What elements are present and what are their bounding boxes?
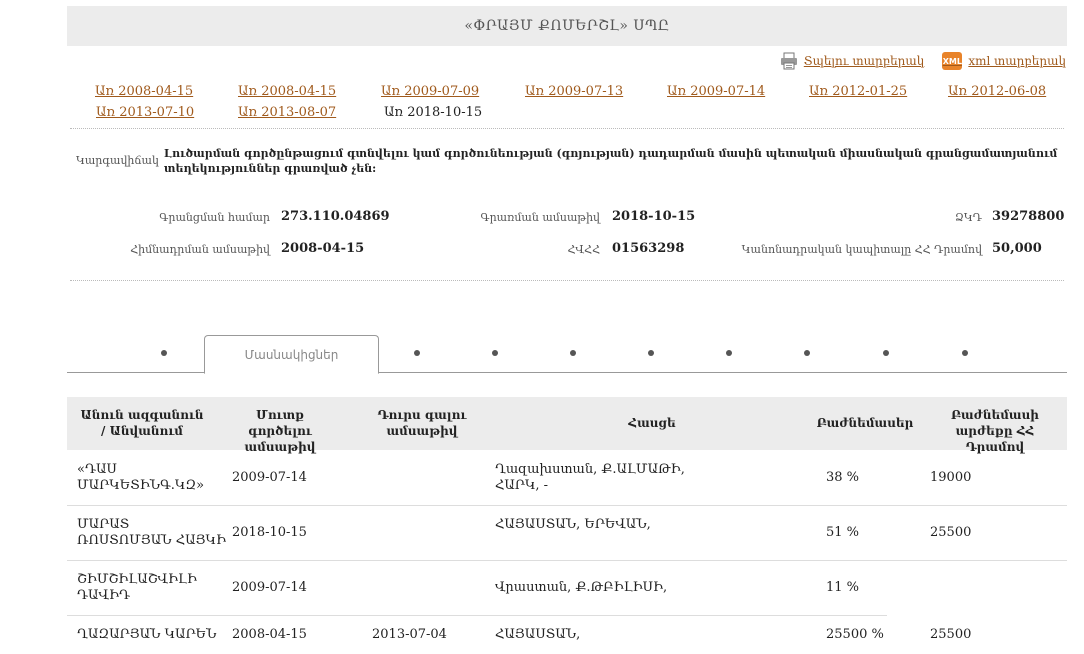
divider	[70, 128, 1064, 129]
cell-address: ՀԱՅԱՍՏԱՆ, ԵՐԵՎԱՆ,	[495, 517, 651, 532]
current-date: Առ 2018-10-15	[384, 105, 483, 120]
reg-number-label: Գրանցման համար	[159, 211, 270, 224]
col-header-exit: Դուրս գալու ամսաթիվ	[377, 408, 467, 438]
table-row	[67, 627, 1067, 654]
status-text: Լուծարման գործընթացում գտնվելու կամ գործունեության (գոյության) դադարման մասին պետական միասնական գրանցամատյանում տեղեկություններ գրառված չեն:	[164, 147, 1058, 175]
cell-entry: 2009-07-14	[232, 470, 307, 485]
cell-entry: 2008-04-15	[232, 627, 307, 642]
reg-date-value: 2018-10-15	[612, 209, 696, 224]
tab-dot[interactable]	[161, 350, 167, 356]
reg-date-label: Գրառման ամսաթիվ	[480, 211, 600, 224]
tab-dot[interactable]	[492, 350, 498, 356]
capital-value: 50,000	[992, 241, 1042, 256]
row-divider	[67, 505, 1067, 506]
cell-name: ՄԱՐԱՏ ՌՈՍՏՈՄՅԱՆ ՀԱՅԿԻ	[77, 517, 227, 548]
date-link[interactable]: Առ 2009-07-09	[381, 84, 480, 99]
cell-address: ՀԱՅԱՍՏԱՆ,	[495, 627, 581, 642]
printer-icon	[780, 52, 798, 70]
zkd-value: 39278800	[992, 209, 1065, 224]
cell-name: ՇԻՄՇԻԼԱՇՎԻԼԻ ԴԱՎԻԴ	[77, 572, 197, 603]
col-header-share: Բաժնեմասեր	[816, 416, 914, 430]
tab-dot[interactable]	[883, 350, 889, 356]
cell-value: 25500	[930, 627, 972, 642]
date-link[interactable]: Առ 2009-07-13	[525, 84, 624, 99]
tab-dot[interactable]	[962, 350, 968, 356]
date-link[interactable]: Առ 2008-04-15	[95, 84, 194, 99]
participants-table-header	[67, 397, 1067, 454]
tin-label: ՀՎՀՀ	[567, 243, 600, 256]
row-divider	[67, 560, 1067, 561]
date-link[interactable]: Առ 2013-07-10	[96, 105, 195, 120]
tab-participants[interactable]: Մասնակիցներ	[204, 335, 379, 374]
tab-dot[interactable]	[648, 350, 654, 356]
date-link[interactable]: Առ 2012-01-25	[809, 84, 908, 99]
tab-dot[interactable]	[804, 350, 810, 356]
cell-value: 19000	[930, 470, 972, 485]
cell-name: «ԴԱՍ ՄԱՐԿԵՏԻՆԳ.ԿԶ»	[77, 462, 205, 493]
cell-address: Ղազախստան, Ք.ԱԼՄԱԹԻ, ՀԱՐԿ, -	[495, 462, 685, 493]
cell-exit: 2013-07-04	[372, 627, 447, 642]
date-link[interactable]: Առ 2008-04-15	[238, 84, 337, 99]
table-row	[67, 517, 1067, 561]
xml-version-link[interactable]	[942, 52, 1066, 70]
col-header-entry: Մուտք գործելու ամսաթիվ	[244, 408, 316, 454]
table-row	[67, 572, 1067, 616]
date-link[interactable]: Առ 2009-07-14	[667, 84, 766, 99]
cell-share: 11 %	[826, 580, 860, 595]
found-date-label: Հիմնադրման ամսաթիվ	[130, 243, 270, 256]
cell-share: 51 %	[826, 525, 860, 540]
cell-entry: 2018-10-15	[232, 525, 307, 540]
tab-dot[interactable]	[414, 350, 420, 356]
xml-version-label: xml տարբերակ	[968, 54, 1066, 68]
divider	[70, 280, 1064, 281]
col-header-address: Հասցե	[628, 416, 676, 430]
col-header-share-value: Բաժնեմասի արժեքը ՀՀ Դրամով	[951, 408, 1039, 454]
history-dates	[70, 84, 1066, 126]
tab-dot[interactable]	[570, 350, 576, 356]
col-header-name: Անուն ազգանուն / Անվանում	[80, 408, 204, 438]
date-link[interactable]: Առ 2013-08-07	[238, 105, 337, 120]
table-row	[67, 462, 1067, 506]
tab-dot[interactable]	[726, 350, 732, 356]
zkd-label: ՁԿԴ	[954, 211, 982, 224]
cell-value: 25500	[930, 525, 972, 540]
cell-share: 25500 %	[826, 627, 884, 642]
print-version-label: Տպելու տարբերակ	[803, 54, 925, 68]
status-label: Կարգավիճակ	[76, 154, 159, 167]
cell-name: ՂԱԶԱՐՅԱՆ ԿԱՐԵՆ	[77, 627, 217, 642]
tin-value: 01563298	[612, 241, 685, 256]
page-title: «ՓՐԱՅՄ ՔՈՄԵՐՇԼ» ՍՊԸ	[67, 6, 1067, 46]
cell-address: Վրաստան, Ք.ԹԲԻԼԻՍԻ,	[495, 580, 668, 595]
row-divider	[67, 615, 887, 616]
version-links	[780, 52, 1066, 70]
capital-label: Կանոնադրական կապիտալը ՀՀ Դրամով	[741, 243, 982, 256]
reg-number-value: 273.110.04869	[281, 209, 390, 224]
xml-icon: XML	[942, 52, 962, 70]
date-link[interactable]: Առ 2012-06-08	[948, 84, 1047, 99]
cell-share: 38 %	[826, 470, 860, 485]
found-date-value: 2008-04-15	[281, 241, 365, 256]
print-version-link[interactable]	[780, 52, 925, 70]
cell-entry: 2009-07-14	[232, 580, 307, 595]
